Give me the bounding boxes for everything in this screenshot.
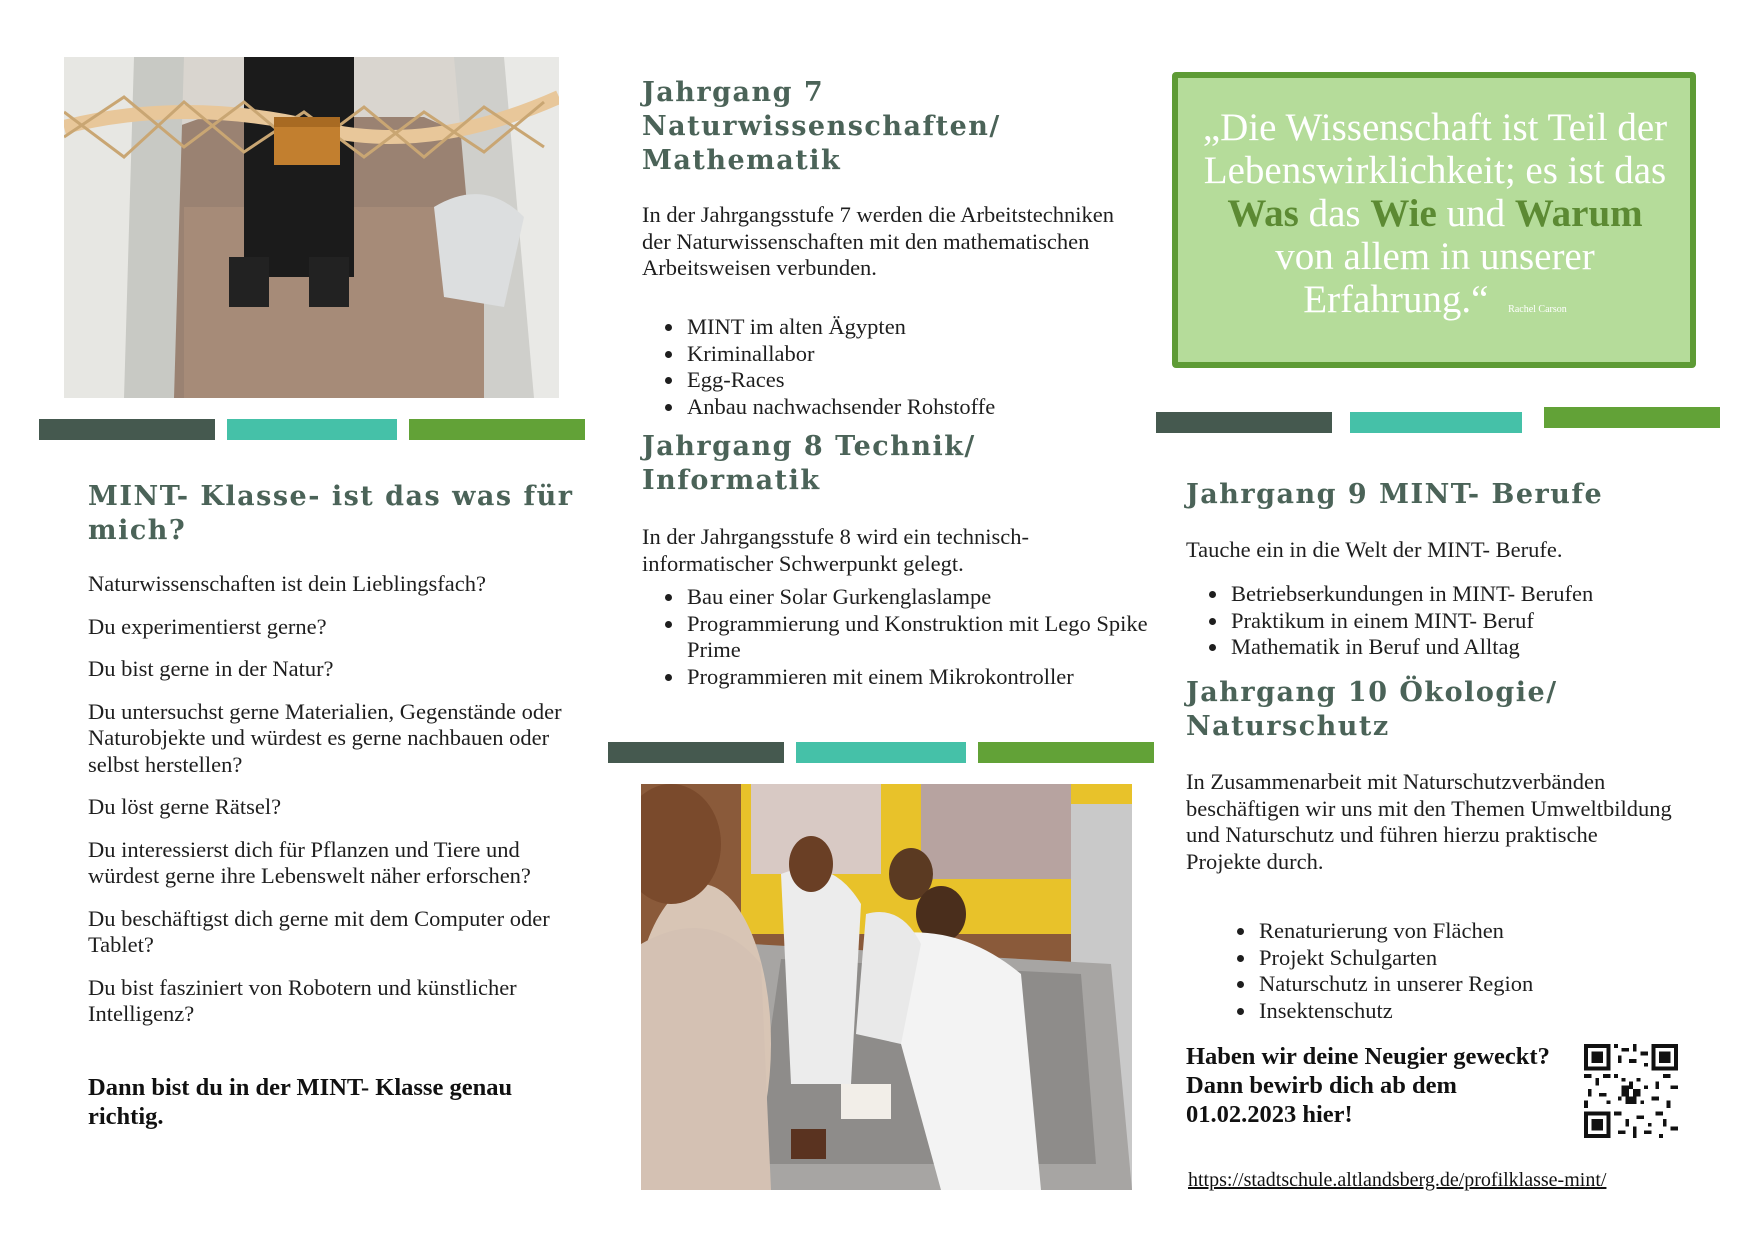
question-list bbox=[88, 571, 578, 1044]
divider-dark bbox=[1156, 412, 1332, 433]
call-to-action: Haben wir deine Neugier geweckt? Dann bewirb dich ab dem 01.02.2023 hier! bbox=[1186, 1043, 1550, 1128]
list-item: • Programmierung und Konstruktion mit Lego Spike Prime bbox=[685, 611, 1165, 664]
j7-text: In der Jahrgangsstufe 7 werden die Arbeitstechniken der Naturwissenschaften mit den mathematischen Arbeitsweisen verbunden. bbox=[642, 202, 1114, 280]
divider-dark bbox=[39, 419, 215, 440]
list-item: • Renaturierung von Flächen bbox=[1257, 918, 1727, 945]
qr-code[interactable] bbox=[1584, 1044, 1678, 1138]
list-item: • Egg-Races bbox=[685, 367, 1155, 394]
list-item: • Betriebserkundungen in MINT- Berufen bbox=[1229, 581, 1739, 608]
quote-part: das bbox=[1298, 192, 1371, 235]
lab-photo bbox=[641, 784, 1132, 1190]
j8-text: In der Jahrgangsstufe 8 wird ein technisch-informatischer Schwerpunkt gelegt. bbox=[642, 524, 1029, 576]
divider-teal bbox=[227, 419, 397, 440]
list-item: • Kriminallabor bbox=[685, 341, 1155, 368]
question: Naturwissenschaften ist dein Lieblingsfach? bbox=[88, 571, 487, 596]
list-item: • Projekt Schulgarten bbox=[1257, 945, 1727, 972]
question: Du bist gerne in der Natur? bbox=[88, 656, 334, 681]
quote-box bbox=[1172, 72, 1696, 368]
question: Du untersuchst gerne Materialien, Gegenstände oder Naturobjekte und würdest es gerne nachbauen oder selbst herstellen? bbox=[88, 698, 562, 777]
quote-part: von allem in unserer Erfahrung.“ bbox=[1275, 235, 1595, 321]
divider-teal bbox=[796, 742, 966, 763]
j7-list bbox=[642, 314, 1155, 420]
list-item: • Bau einer Solar Gurkenglaslampe bbox=[685, 584, 1165, 611]
bridge-photo bbox=[64, 57, 559, 398]
left-heading: MINT- Klasse- ist das was für mich? bbox=[88, 481, 574, 546]
list-item: • Mathematik in Beruf und Alltag bbox=[1229, 634, 1739, 661]
quote-emphasis: Warum bbox=[1514, 192, 1643, 235]
j9-text: Tauche ein in die Welt der MINT- Berufe. bbox=[1186, 537, 1563, 562]
question: Du beschäftigst dich gerne mit dem Computer oder Tablet? bbox=[88, 905, 550, 957]
quote-part: „Die Wissenschaft ist Teil der Lebenswirklichkeit; es ist das bbox=[1202, 106, 1668, 192]
list-item: • Insektenschutz bbox=[1257, 998, 1727, 1025]
divider-green bbox=[978, 742, 1154, 763]
divider-green bbox=[409, 419, 585, 440]
list-item: • Programmieren mit einem Mikrokontroller bbox=[685, 664, 1165, 691]
divider-green bbox=[1544, 407, 1720, 428]
quote-text bbox=[1200, 106, 1670, 321]
website-link[interactable]: https://stadtschule.altlandsberg.de/profilklasse-mint/ bbox=[1188, 1169, 1607, 1191]
question: Du löst gerne Rätsel? bbox=[88, 794, 282, 819]
j7-heading: Jahrgang 7 Naturwissenschaften/ Mathematik bbox=[642, 77, 1001, 176]
j9-list bbox=[1186, 581, 1739, 661]
divider-teal bbox=[1350, 412, 1522, 433]
j9-heading: Jahrgang 9 MINT- Berufe bbox=[1186, 479, 1604, 510]
j8-list bbox=[642, 584, 1165, 690]
list-item: • Anbau nachwachsender Rohstoffe bbox=[685, 394, 1155, 421]
j10-text: In Zusammenarbeit mit Naturschutzverbänden beschäftigen wir uns mit den Themen Umweltbildung und Naturschutz und führen hierzu praktische Projekte durch. bbox=[1186, 769, 1672, 874]
divider-dark bbox=[608, 742, 784, 763]
j10-heading: Jahrgang 10 Ökologie/ Naturschutz bbox=[1186, 677, 1558, 742]
question: Du experimentierst gerne? bbox=[88, 613, 327, 639]
list-item: • MINT im alten Ägypten bbox=[685, 314, 1155, 341]
question: Du bist fasziniert von Robotern und künstlicher Intelligenz? bbox=[88, 974, 517, 1026]
quote-emphasis: Was bbox=[1227, 192, 1299, 235]
quote-author: Rachel Carson bbox=[1508, 304, 1567, 315]
question: Du interessierst dich für Pflanzen und Tiere und würdest gerne ihre Lebenswelt näher erforschen? bbox=[88, 836, 531, 888]
j10-list bbox=[1214, 918, 1727, 1024]
quote-part: und bbox=[1436, 192, 1515, 235]
quote-emphasis: Wie bbox=[1370, 192, 1437, 235]
list-item: • Naturschutz in unserer Region bbox=[1257, 971, 1727, 998]
list-item: • Praktikum in einem MINT- Beruf bbox=[1229, 608, 1739, 635]
j8-heading: Jahrgang 8 Technik/ Informatik bbox=[642, 431, 976, 496]
left-conclusion: Dann bist du in der MINT- Klasse genau richtig. bbox=[88, 1074, 513, 1130]
